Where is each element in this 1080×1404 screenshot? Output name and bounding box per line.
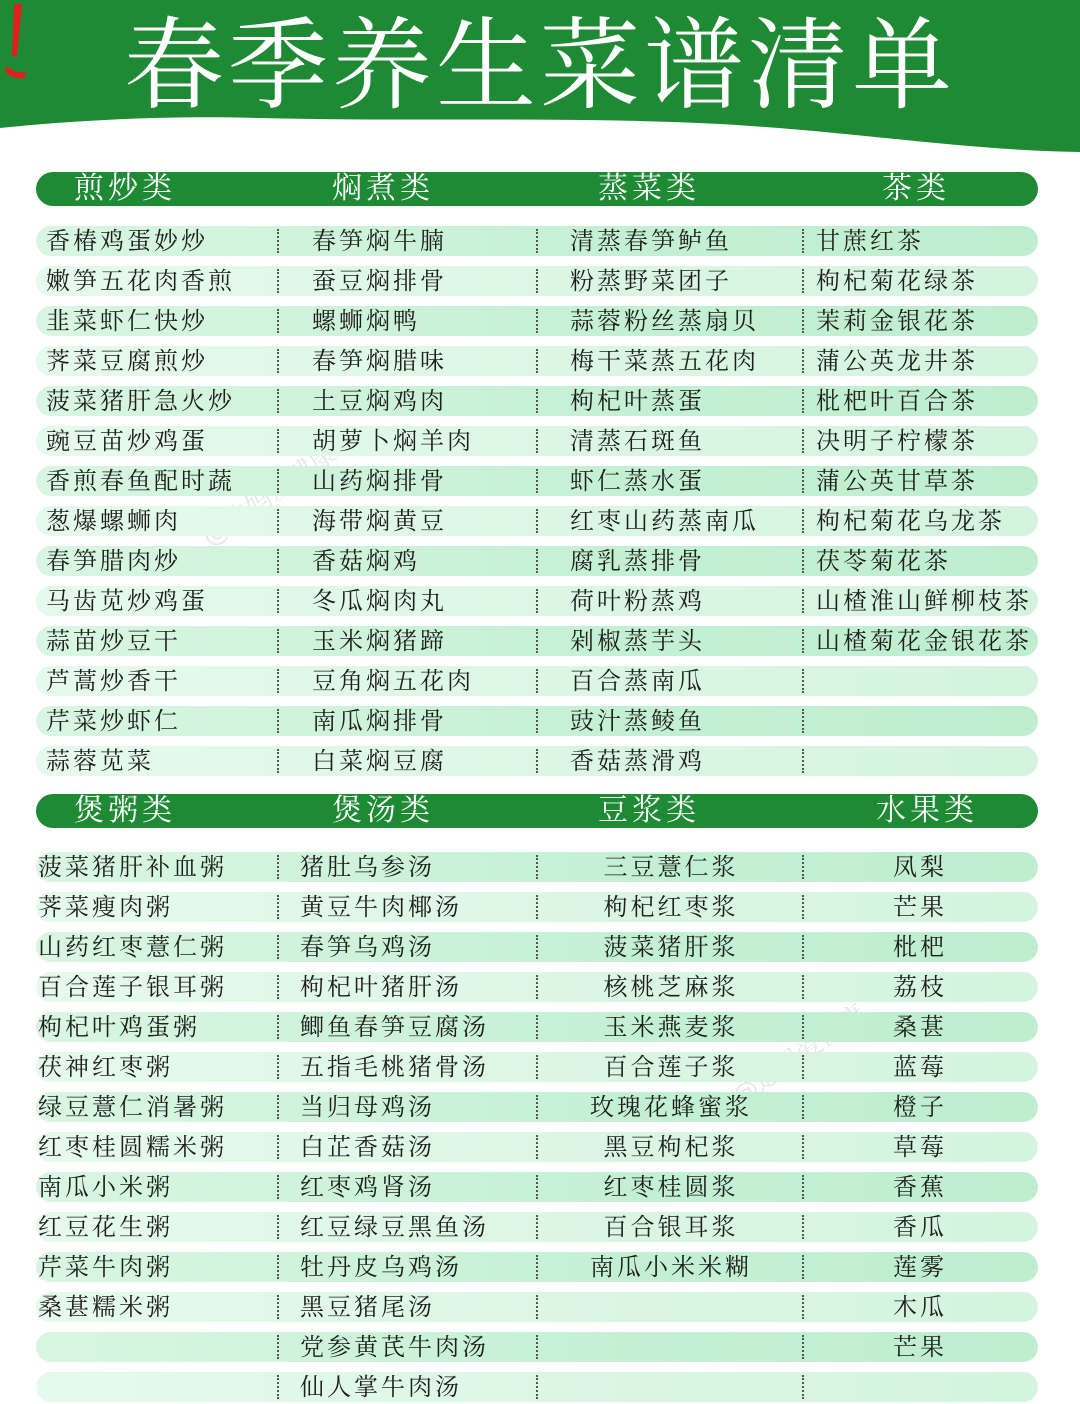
table-cell: 粉蒸野菜团子 xyxy=(570,267,732,295)
column-divider xyxy=(536,1215,538,1239)
table-row xyxy=(36,226,1038,256)
exclamation-mark-icon xyxy=(0,0,30,80)
table-cell: 百合银耳浆 xyxy=(603,1213,739,1241)
column-divider xyxy=(536,229,538,253)
table-cell: 春笋焖腊味 xyxy=(312,347,447,375)
table-cell: 甘蔗红茶 xyxy=(816,227,924,255)
table-cell: 冬瓜焖肉丸 xyxy=(312,587,447,615)
column-divider xyxy=(536,309,538,333)
category-tea: 茶类 xyxy=(882,171,950,206)
table-cell: 茉莉金银花茶 xyxy=(816,307,978,335)
table-cell: 香瓜 xyxy=(893,1213,947,1241)
table-cell: 芦蒿炒香干 xyxy=(46,667,181,695)
column-divider xyxy=(802,469,804,493)
table-cell: 桑葚 xyxy=(893,1013,947,1041)
table-cell: 芹菜炒虾仁 xyxy=(46,707,181,735)
table-cell: 凤梨 xyxy=(893,853,947,881)
column-divider xyxy=(536,1375,538,1399)
header-banner xyxy=(0,0,1080,160)
table-cell: 豆角焖五花肉 xyxy=(312,667,474,695)
column-divider xyxy=(802,389,804,413)
category-header-bar xyxy=(36,794,1038,828)
column-divider xyxy=(277,1215,279,1239)
table-row xyxy=(36,1292,1038,1322)
column-divider xyxy=(277,1055,279,1079)
table-row xyxy=(36,746,1038,776)
column-divider xyxy=(802,349,804,373)
table-cell: 五指毛桃猪骨汤 xyxy=(300,1053,489,1081)
table-cell: 猪肚乌参汤 xyxy=(300,853,435,881)
table-cell: 豌豆苗炒鸡蛋 xyxy=(46,427,208,455)
column-divider xyxy=(277,1175,279,1199)
column-divider xyxy=(536,389,538,413)
table-cell: 南瓜小米米糊 xyxy=(590,1253,752,1281)
table-row xyxy=(36,306,1038,336)
table-row xyxy=(36,626,1038,656)
column-divider xyxy=(802,269,804,293)
table-cell: 枸杞叶猪肝汤 xyxy=(300,973,462,1001)
table-cell: 香菇蒸滑鸡 xyxy=(570,747,705,775)
table-cell: 黑豆猪尾汤 xyxy=(300,1293,435,1321)
table-cell: 枇杷 xyxy=(893,933,947,961)
column-divider xyxy=(536,349,538,373)
table-cell: 党参黄芪牛肉汤 xyxy=(300,1333,489,1361)
table-cell: 红枣桂圆糯米粥 xyxy=(38,1133,227,1161)
column-divider xyxy=(536,935,538,959)
table-cell: 木瓜 xyxy=(893,1293,947,1321)
table-row xyxy=(36,546,1038,576)
table-cell: 百合莲子银耳粥 xyxy=(38,973,227,1001)
table-cell: 山楂淮山鲜柳枝茶 xyxy=(816,587,1032,615)
table-cell: 胡萝卜焖羊肉 xyxy=(312,427,474,455)
table-cell: 螺蛳焖鸭 xyxy=(312,307,420,335)
table-row xyxy=(36,666,1038,696)
table-cell: 芒果 xyxy=(893,1333,947,1361)
column-divider xyxy=(802,509,804,533)
table-cell: 山药焖排骨 xyxy=(312,467,447,495)
column-divider xyxy=(802,669,804,693)
table-row xyxy=(36,1052,1038,1082)
table-cell: 嫩笋五花肉香煎 xyxy=(46,267,235,295)
column-divider xyxy=(802,629,804,653)
table-cell: 红枣山药蒸南瓜 xyxy=(570,507,759,535)
table-cell: 海带焖黄豆 xyxy=(312,507,447,535)
table-cell: 芒果 xyxy=(893,893,947,921)
table-cell: 清蒸石斑鱼 xyxy=(570,427,705,455)
column-divider xyxy=(802,309,804,333)
table-cell: 剁椒蒸芋头 xyxy=(570,627,705,655)
table-row xyxy=(36,932,1038,962)
table-cell: 玉米燕麦浆 xyxy=(603,1013,739,1041)
column-divider xyxy=(277,1015,279,1039)
category-soymilk: 豆浆类 xyxy=(598,793,700,828)
table-cell xyxy=(38,1372,274,1402)
table-cell: 黑豆枸杞浆 xyxy=(603,1133,739,1161)
table-row xyxy=(36,1372,1038,1402)
table-cell: 芹菜牛肉粥 xyxy=(38,1253,173,1281)
table-cell: 玉米焖猪蹄 xyxy=(312,627,447,655)
column-divider xyxy=(536,1335,538,1359)
category-soup: 煲汤类 xyxy=(332,793,434,828)
column-divider xyxy=(536,469,538,493)
table-row xyxy=(36,1132,1038,1162)
column-divider xyxy=(277,895,279,919)
column-divider xyxy=(536,509,538,533)
table-row xyxy=(36,1092,1038,1122)
column-divider xyxy=(277,1255,279,1279)
column-divider xyxy=(536,749,538,773)
column-divider xyxy=(536,895,538,919)
column-divider xyxy=(536,855,538,879)
column-divider xyxy=(802,589,804,613)
column-divider xyxy=(536,1095,538,1119)
column-divider xyxy=(536,429,538,453)
table-cell: 虾仁蒸水蛋 xyxy=(570,467,705,495)
table-row xyxy=(36,852,1038,882)
category-braise: 焖煮类 xyxy=(332,171,434,206)
table-cell: 荠菜豆腐煎炒 xyxy=(46,347,208,375)
table-cell: 腐乳蒸排骨 xyxy=(570,547,705,575)
table-cell: 莲雾 xyxy=(893,1253,947,1281)
table-cell: 山药红枣薏仁粥 xyxy=(38,933,227,961)
table-cell: 红枣桂圆浆 xyxy=(603,1173,739,1201)
table-row xyxy=(36,346,1038,376)
table-cell: 香煎春鱼配时蔬 xyxy=(46,467,235,495)
table-cell: 菠菜猪肝急火炒 xyxy=(46,387,235,415)
table-cell: 橙子 xyxy=(893,1093,947,1121)
table-cell xyxy=(540,1372,802,1402)
table-row xyxy=(36,586,1038,616)
table-cell: 香椿鸡蛋妙炒 xyxy=(46,227,208,255)
table-cell: 山楂菊花金银花茶 xyxy=(816,627,1032,655)
table-row xyxy=(36,1172,1038,1202)
table-cell: 白菜焖豆腐 xyxy=(312,747,447,775)
column-divider xyxy=(536,975,538,999)
table-cell: 黄豆牛肉椰汤 xyxy=(300,893,462,921)
table-cell: 鲫鱼春笋豆腐汤 xyxy=(300,1013,489,1041)
table-cell: 春笋腊肉炒 xyxy=(46,547,181,575)
table-cell xyxy=(38,1332,274,1362)
table-cell: 葱爆螺蛳肉 xyxy=(46,507,181,535)
table-cell: 南瓜焖排骨 xyxy=(312,707,447,735)
table-cell xyxy=(816,666,1038,696)
table-cell: 百合莲子浆 xyxy=(603,1053,739,1081)
table-cell: 蚕豆焖排骨 xyxy=(312,267,447,295)
column-divider xyxy=(536,1055,538,1079)
column-divider xyxy=(802,229,804,253)
column-divider xyxy=(277,1375,279,1399)
table-cell: 牡丹皮乌鸡汤 xyxy=(300,1253,462,1281)
table-cell: 菠菜猪肝浆 xyxy=(603,933,739,961)
column-divider xyxy=(536,1295,538,1319)
column-divider xyxy=(277,1095,279,1119)
table-cell: 枸杞叶鸡蛋粥 xyxy=(38,1013,200,1041)
table-cell: 枸杞菊花绿茶 xyxy=(816,267,978,295)
table-cell: 梅干菜蒸五花肉 xyxy=(570,347,759,375)
table-cell: 香菇焖鸡 xyxy=(312,547,420,575)
column-divider xyxy=(536,629,538,653)
table-cell: 荷叶粉蒸鸡 xyxy=(570,587,705,615)
table-cell: 枇杷叶百合茶 xyxy=(816,387,978,415)
column-divider xyxy=(802,549,804,573)
table-cell xyxy=(816,706,1038,736)
table-cell: 枸杞菊花乌龙茶 xyxy=(816,507,1005,535)
table-cell: 蒜蓉粉丝蒸扇贝 xyxy=(570,307,759,335)
column-divider xyxy=(536,589,538,613)
column-divider xyxy=(277,1295,279,1319)
table-row xyxy=(36,1212,1038,1242)
table-cell: 百合蒸南瓜 xyxy=(570,667,705,695)
section-stir-fry-braise-steam-tea xyxy=(36,171,1038,775)
table-cell: 枸杞红枣浆 xyxy=(603,893,739,921)
category-steam: 蒸菜类 xyxy=(598,171,700,206)
table-cell: 土豆焖鸡肉 xyxy=(312,387,447,415)
table-row xyxy=(36,1332,1038,1362)
column-divider xyxy=(277,1335,279,1359)
table-cell: 桑葚糯米粥 xyxy=(38,1293,173,1321)
column-divider xyxy=(536,669,538,693)
table-cell: 茯苓菊花茶 xyxy=(816,547,951,575)
table-cell: 红豆花生粥 xyxy=(38,1213,173,1241)
table-row xyxy=(36,426,1038,456)
category-fruit: 水果类 xyxy=(876,793,978,828)
column-divider xyxy=(536,1255,538,1279)
column-divider xyxy=(536,1175,538,1199)
table-cell: 茯神红枣粥 xyxy=(38,1053,173,1081)
table-cell xyxy=(540,1332,802,1362)
table-cell: 红枣鸡肾汤 xyxy=(300,1173,435,1201)
table-cell: 春笋乌鸡汤 xyxy=(300,933,435,961)
table-cell: 白芷香菇汤 xyxy=(300,1133,435,1161)
category-header-bar xyxy=(36,172,1038,206)
table-cell: 荔枝 xyxy=(893,973,947,1001)
table-cell xyxy=(540,1292,802,1322)
table-cell: 红豆绿豆黑鱼汤 xyxy=(300,1213,489,1241)
table-cell: 枸杞叶蒸蛋 xyxy=(570,387,705,415)
table-cell: 蓝莓 xyxy=(893,1053,947,1081)
table-cell: 当归母鸡汤 xyxy=(300,1093,435,1121)
table-cell: 荠菜瘦肉粥 xyxy=(38,893,173,921)
table-cell: 马齿苋炒鸡蛋 xyxy=(46,587,208,615)
column-divider xyxy=(536,549,538,573)
column-divider xyxy=(277,975,279,999)
table-cell: 春笋焖牛腩 xyxy=(312,227,447,255)
column-divider xyxy=(802,749,804,773)
table-cell: 蒲公英甘草茶 xyxy=(816,467,978,495)
table-cell: 决明子柠檬茶 xyxy=(816,427,978,455)
category-stir-fry: 煎炒类 xyxy=(74,171,176,206)
column-divider xyxy=(536,709,538,733)
table-cell: 蒜苗炒豆干 xyxy=(46,627,181,655)
table-cell: 仙人掌牛肉汤 xyxy=(300,1373,462,1401)
column-divider xyxy=(277,1135,279,1159)
table-cell: 绿豆薏仁消暑粥 xyxy=(38,1093,227,1121)
table-cell: 韭菜虾仁快炒 xyxy=(46,307,208,335)
table-cell: 玫瑰花蜂蜜浆 xyxy=(590,1093,752,1121)
column-divider xyxy=(802,429,804,453)
table-cell: 豉汁蒸鲮鱼 xyxy=(570,707,705,735)
table-cell: 蒜蓉苋菜 xyxy=(46,747,154,775)
column-divider xyxy=(802,709,804,733)
column-divider xyxy=(277,855,279,879)
column-divider xyxy=(536,1135,538,1159)
table-cell: 香蕉 xyxy=(893,1173,947,1201)
table-cell: 清蒸春笋鲈鱼 xyxy=(570,227,732,255)
table-cell: 三豆薏仁浆 xyxy=(603,853,739,881)
table-cell: 菠菜猪肝补血粥 xyxy=(38,853,227,881)
column-divider xyxy=(536,269,538,293)
table-row xyxy=(36,892,1038,922)
table-cell: 南瓜小米粥 xyxy=(38,1173,173,1201)
table-row xyxy=(36,386,1038,416)
table-cell xyxy=(802,1372,1038,1402)
column-divider xyxy=(536,1015,538,1039)
table-row xyxy=(36,1252,1038,1282)
column-divider xyxy=(277,935,279,959)
table-row xyxy=(36,266,1038,296)
table-row xyxy=(36,506,1038,536)
table-cell xyxy=(816,746,1038,776)
table-cell: 蒲公英龙井茶 xyxy=(816,347,978,375)
table-cell: 核桃芝麻浆 xyxy=(603,973,739,1001)
table-row xyxy=(36,466,1038,496)
table-row xyxy=(36,706,1038,736)
table-row xyxy=(36,1012,1038,1042)
page-title: 春季养生菜谱清单 xyxy=(124,7,956,124)
section-porridge-soup-soymilk-fruit xyxy=(36,793,1038,1401)
table-row xyxy=(36,972,1038,1002)
category-porridge: 煲粥类 xyxy=(74,793,176,828)
table-cell: 草莓 xyxy=(893,1133,947,1161)
